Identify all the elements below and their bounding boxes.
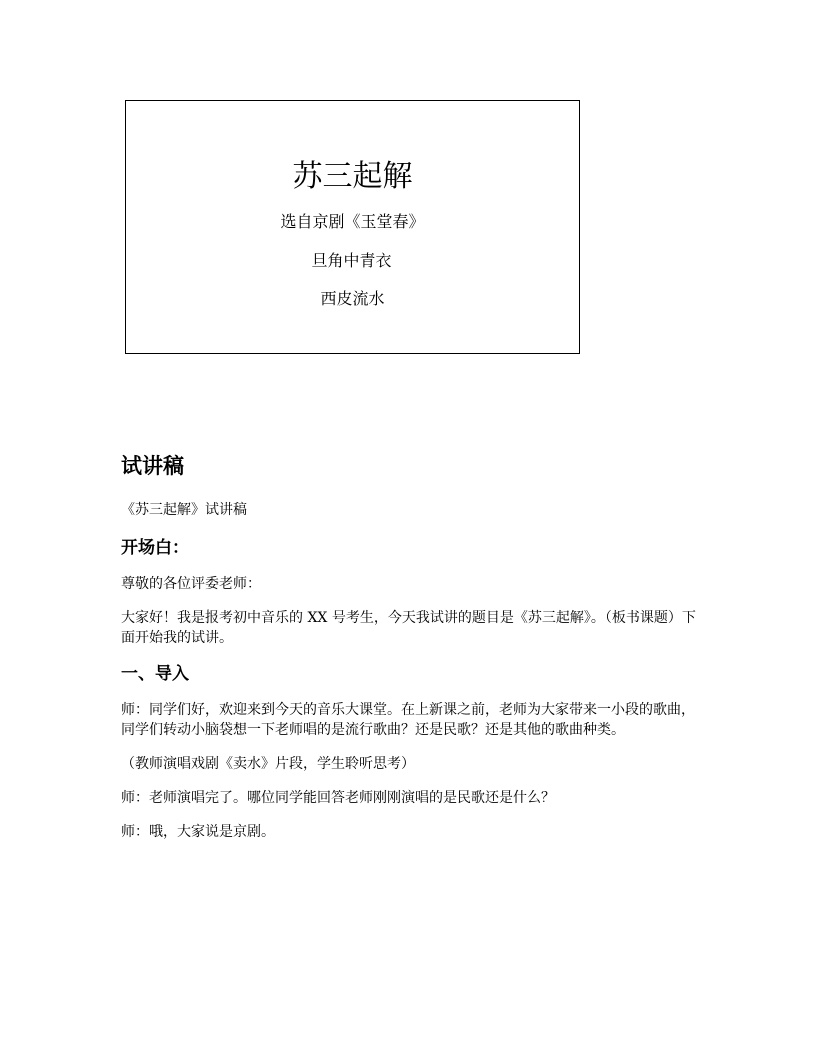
slide-frame bbox=[125, 100, 580, 354]
paragraph-teacher-1: 师：同学们好，欢迎来到今天的音乐大课堂。在上新课之前，老师为大家带来一小段的歌曲，同学们转动小脑袋想一下老师唱的是流行歌曲？还是民歌？还是其他的歌曲种类。 bbox=[121, 702, 695, 738]
section-heading-opening: 开场白： bbox=[121, 538, 189, 558]
paragraph-stage-direction: （教师演唱戏剧《卖水》片段，学生聆听思考） bbox=[121, 756, 415, 772]
slide-title: 苏三起解 bbox=[292, 159, 413, 194]
document-body bbox=[121, 452, 701, 856]
paragraph-teacher-2: 师：老师演唱完了。哪位同学能回答老师刚刚演唱的是民歌还是什么？ bbox=[121, 790, 555, 806]
document-heading: 试讲稿 bbox=[121, 454, 184, 478]
document-subtitle: 《苏三起解》试讲稿 bbox=[121, 502, 247, 518]
slide-source-line: 选自京剧《玉堂春》 bbox=[280, 212, 425, 231]
slide-role-line: 旦角中青衣 bbox=[311, 251, 392, 270]
paragraph-intro: 大家好！我是报考初中音乐的 XX 号考生，今天我试讲的题目是《苏三起解》。（板书课题）下面开始我的试讲。 bbox=[121, 610, 696, 646]
section-heading-intro: 一、导入 bbox=[121, 664, 189, 684]
slide-tune-line: 西皮流水 bbox=[320, 289, 385, 308]
paragraph-greeting: 尊敬的各位评委老师： bbox=[121, 576, 261, 592]
paragraph-teacher-3: 师：哦，大家说是京剧。 bbox=[121, 824, 275, 840]
